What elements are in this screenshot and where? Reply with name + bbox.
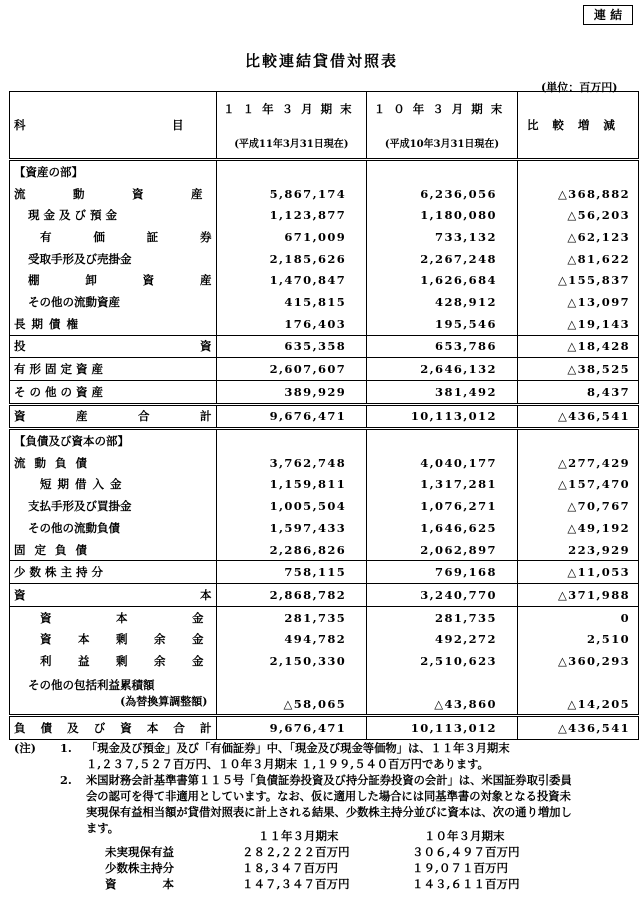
summary-label: 資 本 (105, 877, 174, 891)
cell-previous: 3,240,770 (367, 584, 518, 607)
row-label: 少数株主持分 (10, 561, 217, 584)
row-label: 短期借入金 (10, 474, 217, 496)
summary-value: １４７,３４７百万円 (242, 877, 350, 891)
row-label: 資本金 (10, 606, 217, 628)
summary-value: １４３,６１１百万円 (412, 877, 520, 891)
cell-diff: △81,622 (517, 248, 638, 270)
cell-current: 758,115 (216, 561, 367, 584)
cell-current: 9,676,471 (216, 715, 367, 739)
cell-current: 1,470,847 (216, 269, 367, 291)
cell-current: 2,868,782 (216, 584, 367, 607)
table-row (10, 672, 639, 716)
summary-header: １１年３月期末 (258, 829, 339, 843)
cell-diff: 2,510 (517, 628, 638, 650)
cell-current: 494,782 (216, 628, 367, 650)
cell-previous: 2,267,248 (367, 248, 518, 270)
table-row (10, 204, 639, 226)
cell-diff: △49,192 (517, 517, 638, 539)
row-label: 現金及び預金 (10, 204, 217, 226)
row-label: 流動資産 (10, 183, 217, 205)
row-label: 棚卸資産 (10, 269, 217, 291)
cell-current: 2,150,330 (216, 650, 367, 672)
table-row (10, 291, 639, 313)
cell-current: 415,815 (216, 291, 367, 313)
cell-diff: △19,143 (517, 313, 638, 335)
header-subject: 科 目 (10, 92, 217, 160)
note-number: 1. (60, 741, 72, 755)
table-row (10, 335, 639, 358)
note-text: 会の認可を得て非適用としています。なお、仮に適用した場合には同基準書の対象となる投資未 (86, 789, 571, 803)
notes (14, 740, 634, 836)
cell-diff: 223,929 (517, 539, 638, 561)
table-row (10, 628, 639, 650)
note-text: １,２３７,５２７百万円、１０年３月期末 １,１９９,５４０百万円であります。 (86, 757, 489, 771)
row-label: 支払手形及び買掛金 (10, 495, 217, 517)
row-label: その他の流動資産 (10, 291, 217, 313)
cell-previous: 653,786 (367, 335, 518, 358)
note-text: 米国財務会計基準書第１１５号「負債証券投資及び持分証券投資の会計」は、米国証券取引委員 (86, 773, 572, 787)
summary-row (0, 860, 643, 876)
notes-mark: (注) (14, 741, 36, 755)
table-row (10, 452, 639, 474)
table-row (10, 358, 639, 381)
cell-diff: △62,123 (517, 226, 638, 248)
cell-diff: △277,429 (517, 452, 638, 474)
table-row (10, 539, 639, 561)
cell-previous: 1,317,281 (367, 474, 518, 496)
row-label: 有形固定資産 (10, 358, 217, 381)
table-row (10, 313, 639, 335)
cell-diff: △157,470 (517, 474, 638, 496)
cell-current: 1,159,811 (216, 474, 367, 496)
cell-diff: △11,053 (517, 561, 638, 584)
table-row (10, 517, 639, 539)
cell-current: 2,607,607 (216, 358, 367, 381)
cell-previous: 428,912 (367, 291, 518, 313)
table-row (10, 715, 639, 739)
summary-row (0, 844, 643, 860)
table-row (10, 584, 639, 607)
unit-label: (単位：百万円) (541, 81, 618, 94)
row-label: 【負債及び資本の部】 (10, 429, 217, 452)
cell-previous: 1,180,080 (367, 204, 518, 226)
table-row (10, 474, 639, 496)
cell-current: 635,358 (216, 335, 367, 358)
cell-diff: △368,882 (517, 183, 638, 205)
cell-diff: △436,541 (517, 404, 638, 429)
summary-table (0, 828, 643, 892)
row-label: その他の資産 (10, 380, 217, 404)
table-row (10, 606, 639, 628)
table-row (10, 183, 639, 205)
summary-value: １８,３４７百万円 (242, 861, 339, 875)
cell-previous: 10,113,012 (367, 404, 518, 429)
cell-previous: △43,860 (367, 672, 518, 716)
note-number: 2. (60, 773, 72, 787)
cell-diff: △70,767 (517, 495, 638, 517)
row-label: 資本 (10, 584, 217, 607)
cell-current: 389,929 (216, 380, 367, 404)
row-label: 受取手形及び売掛金 (10, 248, 217, 270)
summary-header: １０年３月期末 (424, 829, 505, 843)
cell-diff: △436,541 (517, 715, 638, 739)
cell-current: 2,185,626 (216, 248, 367, 270)
summary-label: 少数株主持分 (105, 861, 174, 875)
cell-current: 281,735 (216, 606, 367, 628)
cell-previous: 6,236,056 (367, 183, 518, 205)
header-diff: 比較増減 (517, 92, 638, 160)
cell-previous: 1,076,271 (367, 495, 518, 517)
cell-diff: 8,437 (517, 380, 638, 404)
cell-diff: △360,293 (517, 650, 638, 672)
row-label: その他の流動負債 (10, 517, 217, 539)
cell-previous: 1,626,684 (367, 269, 518, 291)
summary-label: 未実現保有益 (105, 845, 174, 859)
cell-current: 176,403 (216, 313, 367, 335)
balance-sheet-table (9, 91, 639, 740)
cell-current: 3,762,748 (216, 452, 367, 474)
page-title: 比較連結貸借対照表 (244, 52, 398, 70)
note-text: 「現金及び預金」及び「有価証券」中、「現金及び現金等価物」は、１１年３月期末 (86, 741, 510, 755)
cell-current: 2,286,826 (216, 539, 367, 561)
header-previous: １０年３月期末 (平成10年3月31日現在) (367, 92, 518, 160)
table-row (10, 226, 639, 248)
cell-previous: 10,113,012 (367, 715, 518, 739)
cell-previous: 2,646,132 (367, 358, 518, 381)
table-row (10, 248, 639, 270)
cell-diff: △18,428 (517, 335, 638, 358)
row-label: 長期債権 (10, 313, 217, 335)
row-label: 資本剰余金 (10, 628, 217, 650)
cell-diff: △155,837 (517, 269, 638, 291)
cell-previous: 281,735 (367, 606, 518, 628)
cell-previous: 492,272 (367, 628, 518, 650)
cell-current: 671,009 (216, 226, 367, 248)
summary-value: １９,０７１百万円 (412, 861, 509, 875)
note-text: 実現保有益相当額が貸借対照表に計上される結果、少数株主持分並びに資本は、次の通り増加し (86, 805, 572, 819)
row-label: 有価証券 (10, 226, 217, 248)
cell-previous: 733,132 (367, 226, 518, 248)
table-row (10, 160, 639, 183)
cell-current: 1,005,504 (216, 495, 367, 517)
cell-diff: △371,988 (517, 584, 638, 607)
header-current: １１年３月期末 (平成11年3月31日現在) (216, 92, 367, 160)
table-row (10, 429, 639, 452)
row-label: 流動負債 (10, 452, 217, 474)
cell-previous: 195,546 (367, 313, 518, 335)
table-row (10, 404, 639, 429)
cell-previous: 4,040,177 (367, 452, 518, 474)
row-label: 資産合計 (10, 404, 217, 429)
row-label: 投資 (10, 335, 217, 358)
note-text: ます。 (86, 821, 119, 835)
cell-diff: △14,205 (517, 672, 638, 716)
cell-previous: 2,062,897 (367, 539, 518, 561)
cell-current: 1,597,433 (216, 517, 367, 539)
cell-diff: △56,203 (517, 204, 638, 226)
cell-current: 1,123,877 (216, 204, 367, 226)
table-row (10, 650, 639, 672)
cell-current: △58,065 (216, 672, 367, 716)
row-label: その他の包括利益累積額 (為替換算調整額) (10, 672, 217, 716)
cell-previous: 381,492 (367, 380, 518, 404)
summary-value: ３０６,４９７百万円 (412, 845, 520, 859)
row-label: 固定負債 (10, 539, 217, 561)
row-label: 利益剰余金 (10, 650, 217, 672)
cell-previous: 2,510,623 (367, 650, 518, 672)
summary-value: ２８２,２２２百万円 (242, 845, 350, 859)
table-row (10, 269, 639, 291)
table-row (10, 561, 639, 584)
row-label: 【資産の部】 (10, 160, 217, 183)
table-row (10, 495, 639, 517)
cell-diff: 0 (517, 606, 638, 628)
summary-row (0, 876, 643, 892)
consolidated-badge: 連 結 (583, 5, 633, 25)
cell-diff: △38,525 (517, 358, 638, 381)
table-row (10, 380, 639, 404)
cell-diff: △13,097 (517, 291, 638, 313)
cell-current: 9,676,471 (216, 404, 367, 429)
cell-previous: 769,168 (367, 561, 518, 584)
cell-current: 5,867,174 (216, 183, 367, 205)
row-label: 負債及び資本合計 (10, 715, 217, 739)
cell-previous: 1,646,625 (367, 517, 518, 539)
